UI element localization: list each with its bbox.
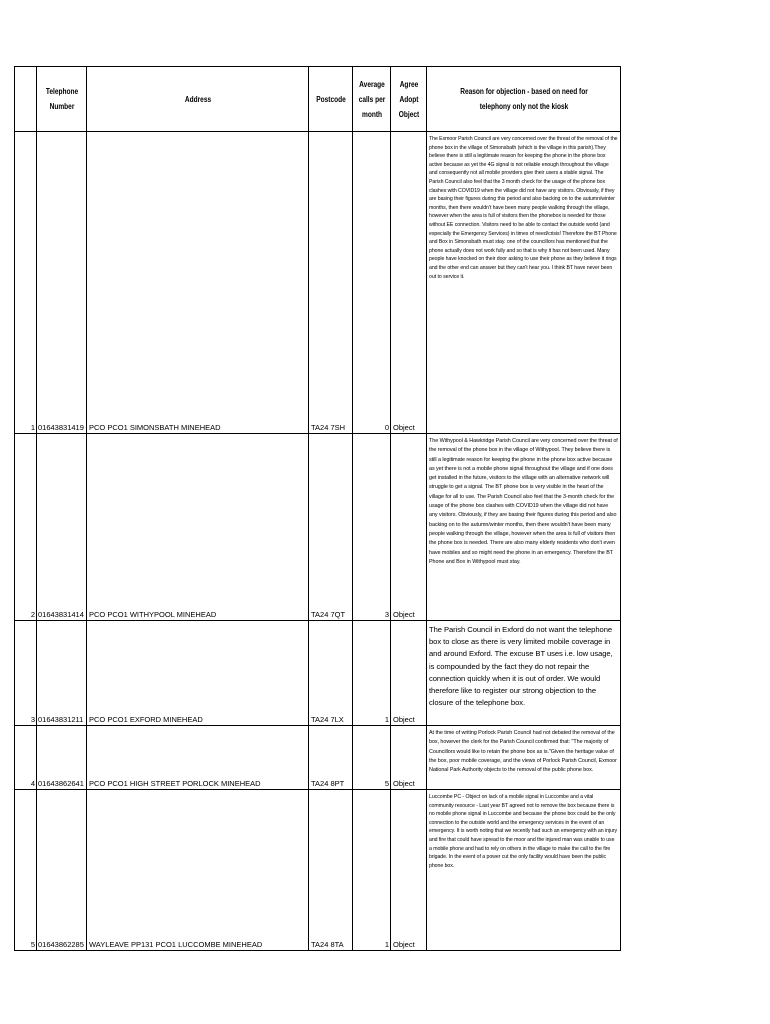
header-address: Address xyxy=(106,67,288,132)
table-row xyxy=(15,790,621,951)
telephone-cell: 01643831414 xyxy=(37,434,87,621)
address-cell: PCO PCO1 WITHYPOOL MINEHEAD xyxy=(87,434,309,621)
header-agree-adopt-object: Agree Adopt Object xyxy=(394,67,424,132)
address-cell: PCO PCO1 SIMONSBATH MINEHEAD xyxy=(87,132,309,434)
objection-table xyxy=(14,66,621,951)
header-telephone: Telephone Number xyxy=(41,67,82,132)
average-calls-cell: 3 xyxy=(353,434,391,621)
agree-cell: Object xyxy=(391,726,427,790)
telephone-cell: 01643831419 xyxy=(37,132,87,434)
reason-cell: The Withypool & Hawkridge Parish Council are very concerned over the threat of the removal of the phone box in the village of Withypool. They believe there is still a legitimate reason for keeping the phone in the phone box active because as yet there is not a mobile phone signal throughout the village and if one does get installed in the future, visitors to the village with an alternative network will struggle to get a signal. The BT phone box is very visible in the heart of the village for all to use. The Parish Council also feel that the 3-month check for the usage of the phone box clashes with COVID19 when the village did not have any visitors. Obviously, if they are basing their figures during this period and also backing on to the autumn/winter months, then there wouldn't have been many people walking through the village, however when the area is full of visitors then the phone box is needed. There are also many elderly residents who don't even have mobiles and so might need the phone in an emergency. Therefore the BT Phone and Box in Withypool must stay. xyxy=(427,434,621,621)
reason-cell: The Exmoor Parish Council are very concerned over the threat of the removal of the phone box in the village of Simonsbath (which is the village in this parish).They believe there is still a legitimate reason for keeping the phone in the phone box active because as yet the 4G signal is not reliable enough throughout the village and consequently not all mobile providers give their users a stable signal. The Parish Council also feel that the 3 month check for the usage of the phone box clashes with COVID19 when the village did not have any visitors. Obviously, if they are basing their figures during this period and also backing on to the autumn/winter months, then there wouldn't have been many people walking through the village, however when the area is full of visitors then the phonebox is needed for those without EE connection. Visitors need to be able to contact the outside world (and especially the Emergency Services) in times of need/crisis! Therefore the BT Phone and Box in Simonsbath must stay. one of the councillors has mentioned that the phone actually does not work fully and so that is why it has not been used. Many people have knocked on their door asking to use their phone as they believe it rings and the other end can answer but they can't hear you. I think BT have never been out to service it. xyxy=(427,132,621,434)
postcode-cell: TA24 7SH xyxy=(309,132,353,434)
row-number: 5 xyxy=(15,790,37,951)
agree-cell: Object xyxy=(391,132,427,434)
telephone-cell: 01643831211 xyxy=(37,621,87,726)
average-calls-cell: 5 xyxy=(353,726,391,790)
header-row xyxy=(15,67,621,132)
header-reason: Reason for objection - based on need for telephony only not the kiosk xyxy=(444,67,603,132)
address-cell: PCO PCO1 HIGH STREET PORLOCK MINEHEAD xyxy=(87,726,309,790)
table-row xyxy=(15,726,621,790)
table-row xyxy=(15,434,621,621)
average-calls-cell: 0 xyxy=(353,132,391,434)
average-calls-cell: 1 xyxy=(353,621,391,726)
telephone-cell: 01643862641 xyxy=(37,726,87,790)
reason-cell: Luccombe PC - Object on lack of a mobile signal in Luccombe and a vital community resource - Last year BT agreed not to remove the box because there is no mobile phone signal in Luccombe and because the phone box could be the only connection to the outside world and the emergency services in the event of an emergency. It is worth noting that we recently had such an emergency with an injury and fire that could have spread to the moor and the injured man was unable to use a mobile phone and had to rely on others in the village to make the call to the fire brigade. In the event of a power cut the only facility would have been the public phone box. xyxy=(427,790,621,951)
address-cell: PCO PCO1 EXFORD MINEHEAD xyxy=(87,621,309,726)
table-row xyxy=(15,621,621,726)
header-average-calls: Average calls per month xyxy=(356,67,387,132)
average-calls-cell: 1 xyxy=(353,790,391,951)
reason-cell: The Parish Council in Exford do not want the telephone box to close as there is very limited mobile coverage in and around Exford. The excuse BT uses i.e. low usage, is compounded by the fact they do not repair the connection quickly when it is out of order. We would therefore like to register our strong objection to the closure of the telephone box. xyxy=(427,621,621,726)
row-number: 1 xyxy=(15,132,37,434)
address-cell: WAYLEAVE PP131 PCO1 LUCCOMBE MINEHEAD xyxy=(87,790,309,951)
agree-cell: Object xyxy=(391,434,427,621)
agree-cell: Object xyxy=(391,621,427,726)
postcode-cell: TA24 7QT xyxy=(309,434,353,621)
postcode-cell: TA24 8TA xyxy=(309,790,353,951)
agree-cell: Object xyxy=(391,790,427,951)
table-row xyxy=(15,132,621,434)
header-postcode: Postcode xyxy=(312,67,348,132)
header-num xyxy=(16,67,34,132)
row-number: 3 xyxy=(15,621,37,726)
telephone-cell: 01643862285 xyxy=(37,790,87,951)
row-number: 2 xyxy=(15,434,37,621)
row-number: 4 xyxy=(15,726,37,790)
reason-cell: At the time of writing Porlock Parish Council had not debated the removal of the box, however the clerk for the Parish Council confirmed that: "The majority of Councillors would like to retain the phone box as is."Given the heritage value of the box, poor mobile coverage, and the views of Porlock Parish Council, Exmoor National Park Authority objects to the removal of the public phone box. xyxy=(427,726,621,790)
postcode-cell: TA24 8PT xyxy=(309,726,353,790)
postcode-cell: TA24 7LX xyxy=(309,621,353,726)
